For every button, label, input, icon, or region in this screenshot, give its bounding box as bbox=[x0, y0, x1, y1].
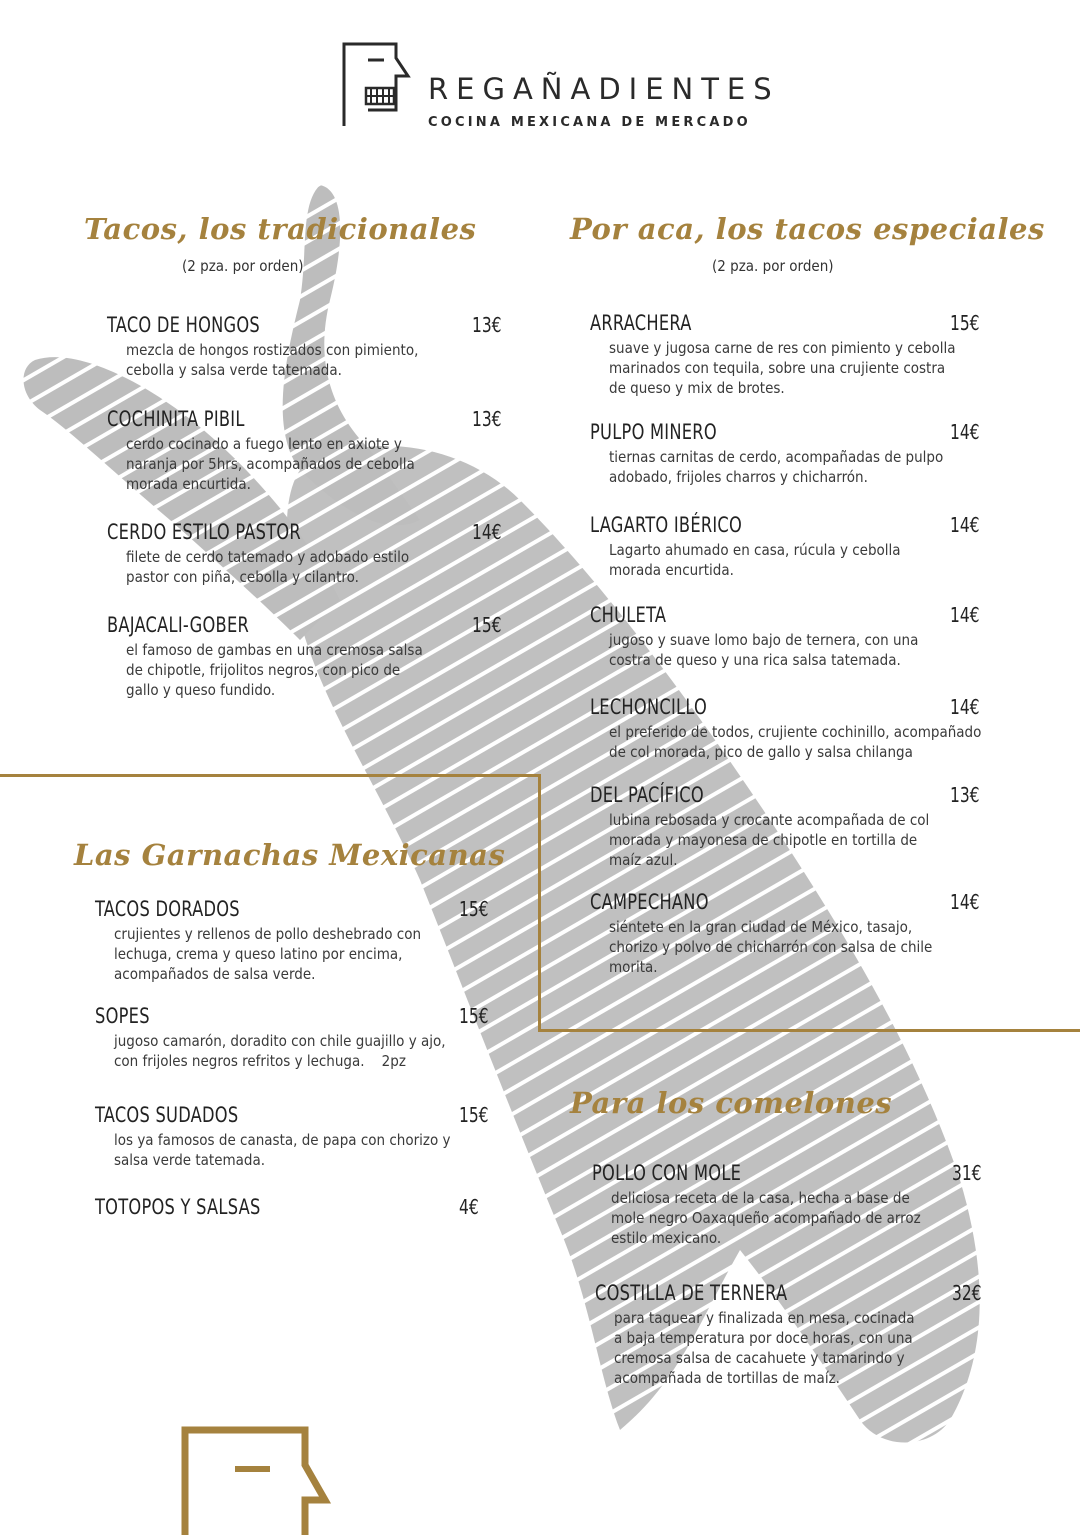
section-title-garnachas: Las Garnachas Mexicanas bbox=[74, 838, 506, 872]
item-name: ARRACHERA bbox=[590, 311, 692, 335]
item-desc: el famoso de gambas en una cremosa salsa de chipotle, frijolitos negros, con pico de gallo y queso fundido. bbox=[126, 641, 423, 699]
menu-item bbox=[592, 1160, 992, 1248]
item-price: 32€ bbox=[952, 1281, 982, 1305]
menu-item bbox=[590, 694, 990, 762]
item-desc: jugoso y suave lomo bajo de ternera, con una costra de queso y una rica salsa tatemada. bbox=[609, 631, 919, 669]
menu-item bbox=[590, 512, 990, 580]
item-price: 15€ bbox=[472, 613, 502, 637]
item-desc: los ya famosos de canasta, de papa con chorizo y salsa verde tatemada. bbox=[114, 1131, 451, 1169]
item-price: 4€ bbox=[459, 1195, 479, 1219]
item-price: 15€ bbox=[459, 897, 489, 921]
item-name: BAJACALI-GOBER bbox=[107, 613, 250, 637]
menu-item bbox=[107, 519, 502, 587]
item-name: CAMPECHANO bbox=[590, 890, 709, 914]
item-desc: siéntete en la gran ciudad de México, tasajo, chorizo y polvo de chicharrón con salsa de chile morita. bbox=[609, 918, 933, 976]
item-desc: jugoso camarón, doradito con chile guajillo y ajo, con frijoles negros refritos y lechuga. 2pz bbox=[114, 1032, 450, 1070]
menu-item bbox=[95, 1194, 495, 1220]
menu-item bbox=[590, 419, 990, 487]
footer-logo-icon bbox=[180, 1425, 340, 1535]
item-desc: mezcla de hongos rostizados con pimiento, cebolla y salsa verde tatemada. bbox=[126, 341, 419, 379]
item-price: 14€ bbox=[950, 420, 980, 444]
item-desc: suave y jugosa carne de res con pimiento y cebolla marinados con tequila, sobre una crujiente costra de queso y mix de brotes. bbox=[609, 339, 956, 397]
brand-tagline: COCINA MEXICANA DE MERCADO bbox=[428, 115, 751, 130]
frame-line-top-left bbox=[0, 774, 541, 777]
item-price: 31€ bbox=[952, 1161, 982, 1185]
item-name: POLLO CON MOLE bbox=[592, 1161, 742, 1185]
item-desc: crujientes y rellenos de pollo deshebrado con lechuga, crema y queso latino por encima, acompañados de salsa verde. bbox=[114, 925, 422, 983]
item-price: 14€ bbox=[950, 890, 980, 914]
menu-item bbox=[95, 1003, 495, 1071]
item-price: 13€ bbox=[472, 313, 502, 337]
item-price: 14€ bbox=[950, 513, 980, 537]
item-name: DEL PACÍFICO bbox=[590, 783, 704, 807]
item-price: 14€ bbox=[472, 520, 502, 544]
section-title-comelones: Para los comelones bbox=[570, 1086, 893, 1120]
item-desc: tiernas carnitas de cerdo, acompañadas de pulpo adobado, frijoles charros y chicharrón. bbox=[609, 448, 944, 486]
menu-item bbox=[590, 889, 990, 977]
menu-item bbox=[95, 1102, 495, 1170]
item-price: 15€ bbox=[459, 1103, 489, 1127]
item-desc: para taquear y finalizada en mesa, cocinada a baja temperatura por doce horas, con una cremosa salsa de cacahuete y tamarindo y acompañada de tortillas de maíz. bbox=[614, 1309, 915, 1387]
item-desc: cerdo cocinado a fuego lento en axiote y naranja por 5hrs, acompañados de cebolla morada encurtida. bbox=[126, 435, 415, 493]
item-price: 13€ bbox=[472, 407, 502, 431]
item-desc: Lagarto ahumado en casa, rúcula y cebolla morada encurtida. bbox=[609, 541, 901, 579]
header bbox=[340, 40, 780, 135]
item-price: 13€ bbox=[950, 783, 980, 807]
item-price: 15€ bbox=[459, 1004, 489, 1028]
item-name: CHULETA bbox=[590, 603, 667, 627]
item-name: LECHONCILLO bbox=[590, 695, 708, 719]
item-name: COSTILLA DE TERNERA bbox=[595, 1281, 788, 1305]
menu-item bbox=[95, 896, 495, 984]
menu-item bbox=[590, 310, 990, 398]
menu-item bbox=[595, 1280, 995, 1388]
item-desc: deliciosa receta de la casa, hecha a base de mole negro Oaxaqueño acompañado de arroz estilo mexicano. bbox=[611, 1189, 921, 1247]
item-desc: lubina rebosada y crocante acompañada de col morada y mayonesa de chipotle en tortilla de maíz azul. bbox=[609, 811, 930, 869]
item-price: 14€ bbox=[950, 603, 980, 627]
item-price: 14€ bbox=[950, 695, 980, 719]
item-desc: el preferido de todos, crujiente cochinillo, acompañado de col morada, pico de gallo y salsa chilanga bbox=[609, 723, 982, 761]
item-name: SOPES bbox=[95, 1004, 150, 1028]
menu-item bbox=[590, 782, 990, 870]
item-desc: filete de cerdo tatemado y adobado estilo pastor con piña, cebolla y cilantro. bbox=[126, 548, 410, 586]
menu-item bbox=[590, 602, 990, 670]
section-title-tradicionales: Tacos, los tradicionales bbox=[84, 212, 477, 246]
menu-item bbox=[107, 312, 502, 380]
item-price: 15€ bbox=[950, 311, 980, 335]
section-subtitle-especiales: (2 pza. por orden) bbox=[712, 257, 834, 275]
item-name: TACOS SUDADOS bbox=[95, 1103, 239, 1127]
item-name: TOTOPOS Y SALSAS bbox=[95, 1195, 261, 1219]
frame-line-vertical bbox=[538, 774, 541, 1032]
item-name: PULPO MINERO bbox=[590, 420, 717, 444]
item-name: COCHINITA PIBIL bbox=[107, 407, 245, 431]
frame-line-bottom-right bbox=[538, 1029, 1080, 1032]
section-title-especiales: Por aca, los tacos especiales bbox=[570, 212, 1045, 246]
menu-item bbox=[107, 612, 502, 700]
item-name: TACOS DORADOS bbox=[95, 897, 240, 921]
item-name: CERDO ESTILO PASTOR bbox=[107, 520, 301, 544]
item-name: LAGARTO IBÉRICO bbox=[590, 513, 743, 537]
item-name: TACO DE HONGOS bbox=[107, 313, 261, 337]
brand-name: REGAÑADIENTES bbox=[428, 72, 780, 106]
brand-logo-icon bbox=[340, 40, 412, 130]
menu-item bbox=[107, 406, 502, 494]
section-subtitle-tradicionales: (2 pza. por orden) bbox=[182, 257, 304, 275]
